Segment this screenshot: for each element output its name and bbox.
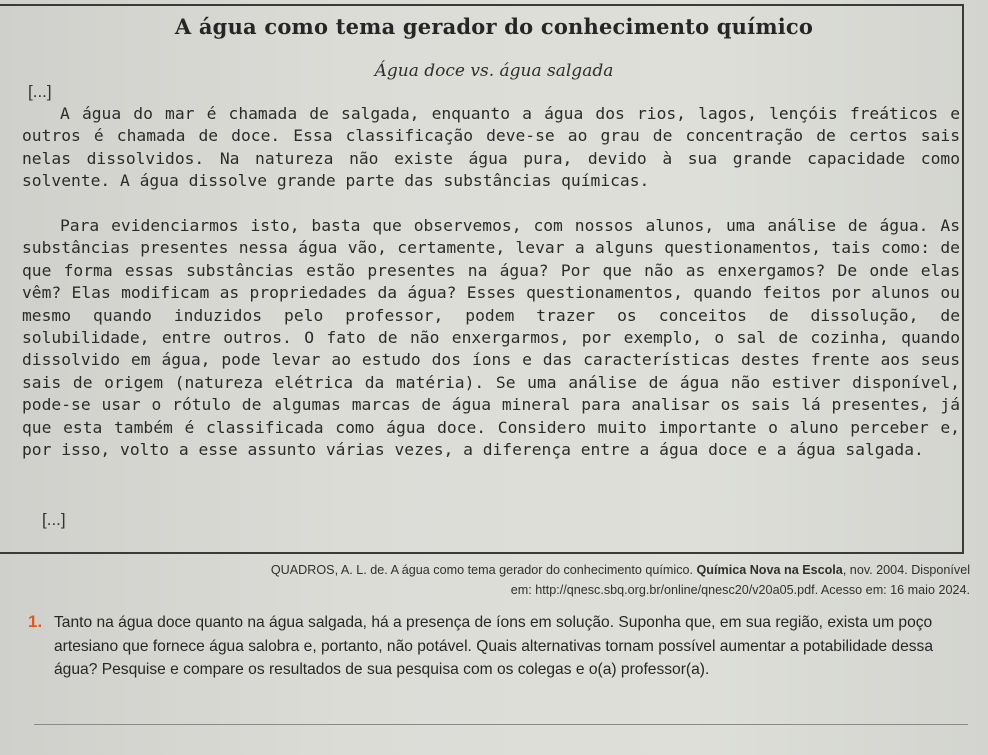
paragraph-1: [22, 103, 960, 193]
excerpt-subtitle: Água doce vs. água salgada: [374, 61, 614, 81]
paragraph-2: [22, 215, 960, 461]
excerpt-title: A água como tema gerador do conhecimento químico: [174, 14, 814, 39]
ellipsis-end: [...]: [42, 510, 66, 529]
question-1: [28, 610, 973, 682]
citation: [270, 560, 970, 600]
citation-details: , nov. 2004. Disponível em: http://qnesc.sbq.org.br/online/qnesc20/v20a05.pdf. Acesso em: 16 maio 2024.: [510, 563, 970, 597]
paragraph-2-text: Para evidenciarmos isto, basta que observemos, com nossos alunos, uma análise de água. As substâncias presentes nessa água vão, certamente, levar a alguns questionamentos, tais como: de que forma essas substâncias estão presentes na água? Por que não as enxergamos? De onde elas vêm? Elas modificam as propriedades da água? Esses questionamentos, quando feitos por alunos ou mesmo quando induzidos pelo professor, podem trazer os conceitos de dissolução, de solubilidade, entre outros. O fato de não enxergarmos, por exemplo, o sal de cozinha, quando dissolvido em água, pode levar ao estudo dos íons e das características destes frente aos seus sais de origem (natureza elétrica da matéria). Se uma análise de água não estiver disponível, pode-se usar o rótulo de algumas marcas de água mineral para analisar os sais lá presentes, já que esta também é classificada como água doce. Considero muito importante o aluno perceber e, por isso, volto a esse assunto várias vezes, a diferença entre a água doce e a água salgada.: [22, 216, 960, 460]
citation-authors-title: QUADROS, A. L. de. A água como tema gerador do conhecimento químico.: [270, 563, 697, 577]
ellipsis-start: [...]: [28, 82, 52, 101]
answer-line: [34, 724, 968, 725]
paragraph-1-text: A água do mar é chamada de salgada, enquanto a água dos rios, lagos, lençóis freáticos e outros é chamada de doce. Essa classificação deve-se ao grau de concentração de certos sais nelas dissolvidos. Na natureza não existe água pura, devido à sua grande capacidade como solvente. A água dissolve grande parte das substâncias químicas.: [22, 104, 960, 191]
question-text: Tanto na água doce quanto na água salgada, há a presença de íons em solução. Suponha que, em sua região, exista um poço artesiano que fornece água salobra e, portanto, não potável. Quais alternativas tornam possível aumentar a potabilidade dessa água? Pesquise e compare os resultados de sua pesquisa com os colegas e o(a) professor(a).: [54, 614, 934, 678]
citation-journal: Química Nova na Escola: [696, 563, 843, 577]
question-number: 1.: [28, 612, 43, 631]
